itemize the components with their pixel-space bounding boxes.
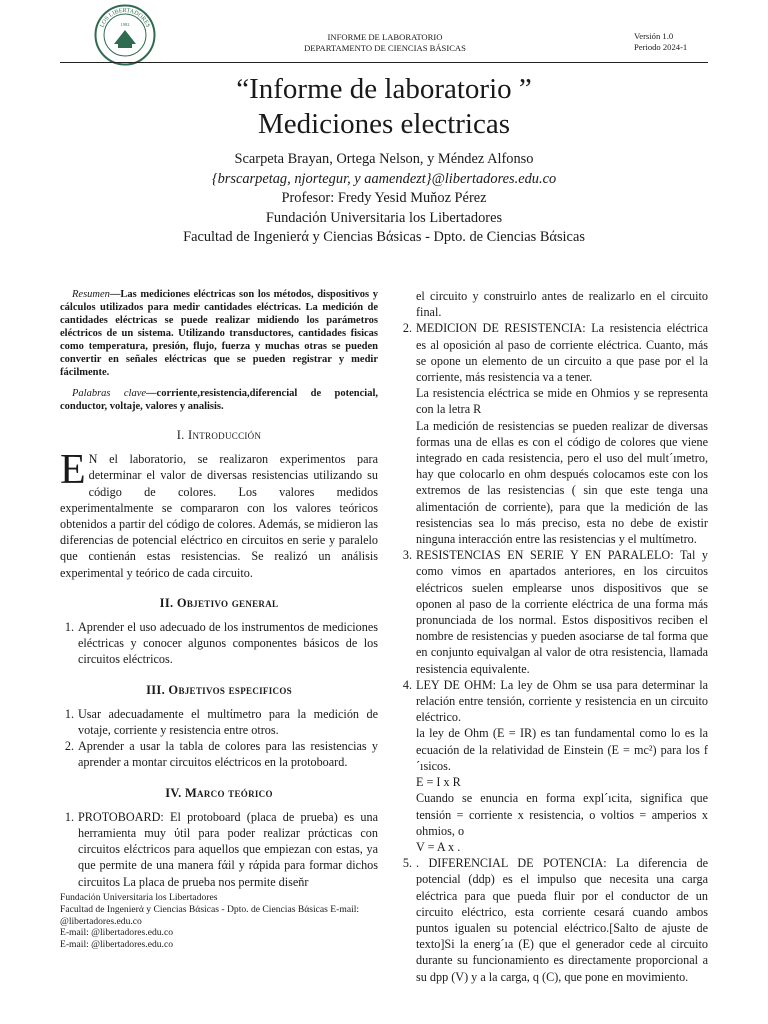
list-continuation: el circuito y construirlo antes de realizarlo en el circuito final. <box>416 289 708 320</box>
paper-title <box>84 72 684 142</box>
intro-text: N el laboratorio, se realizaron experimentos para determinar el valor de diversas resistencias utilizando su código de colores. Los valores medidos experimentalmente se compararon con los valores teóricos obtenidos a partir del código de colores. Además, se midieron las diferencias de potencial eléctrico en circuitos en serie y paralelo que contienán estas resistencias. Se realizó un análisis experimental y teórico de cada circuito. <box>60 452 378 580</box>
logo-text: LOS LIBERTADORES <box>99 7 151 29</box>
section-heading-objetivo: II. Objetivo general <box>159 595 279 610</box>
running-header <box>250 32 520 54</box>
version-label: Versión 1.0 <box>634 31 674 41</box>
list-item: 1 . Aprender el uso adecuado de los instrumentos de mediciones eléctricas y conocer algunos componentes básicos de los circuitos eléctricos. <box>60 619 378 668</box>
right-column <box>398 288 708 985</box>
list-item-text: La medición de resistencias se pueden realizar de diversas formas una de ellas es con el código de colores que viene integrado en cada resistencia, pero el uso del mult´ımetro, hay que colocarlo en ohm después colocamos este con los extremos de las resistencias ( sin que este tenga una alimentación de corriente), para que la medición de las resistencias sea lo más preciso, esta no debe de existir ninguna interacción entre las resistencias y el multίmetro. <box>416 418 708 547</box>
header-title: INFORME DE LABORATORIO <box>327 32 443 42</box>
section-heading-introduction: I. Introducción <box>176 428 262 442</box>
list-item: 3 . RESISTENCIAS EN SERIE Y EN PARALELO: Tal y como vimos en apartados anteriores, en los circuitos eléctricos suelen emplearse unos dispositivos que se oponen al paso de la corriente eléctrica de una forma más pronunciada de los normal. Estos dispositivos reciben el nombre de resistencias y pueden asociarse de tal forma que en conjunto equivalgan al valor de otra resistencia, llamada resistencia equivalente. <box>398 547 708 677</box>
version-info <box>634 31 687 53</box>
keywords <box>60 387 378 413</box>
institution: Fundaciόn Universitaria los Libertadores <box>265 209 503 226</box>
list-item: 1 . Usar adecuadamente el multίmetro para la medición de votaje, corriente y resistencia entre otros. <box>60 706 378 738</box>
list-item-text: V = A x . <box>416 839 461 854</box>
title-line-2: Mediciones electricas <box>257 108 511 140</box>
header-department: DEPARTAMENTO DE CIENCIAS BÁSICAS <box>304 43 466 53</box>
professor: Profesor: Fredy Yesid Muňoz Pérez <box>281 190 487 206</box>
list-item-text: E = I x R <box>416 775 461 790</box>
author-emails: {brscarpetag, njortegur, y aamendezt}@libertadores.edu.co <box>211 170 557 187</box>
left-column <box>60 288 378 890</box>
list-item-text: Cuando se enuncia en forma expl´ıcita, significa que tensión = corriente x resistencia, o voltios = amperios x ohmios, o <box>416 791 708 838</box>
list-item: 5 . . DIFERENCIAL DE POTENCIA: La diferencia de potencial (ddp) es el impulso que necesita una carga eléctrica para que pueda fluir por el conductor de un circuito eléctrico, esta corriente cesará cuando ambos puntos igualen su potencial eléctrico.[Salto de ajuste de texto]Si la energ´ıa (E) que el generador cede al circuito durante su funcionamiento es directamente proporcional a su dpp (V) y a la carga, q (C), que pone en movimiento. <box>398 855 708 985</box>
footnote-line: E-mail: @libertadores.edu.co <box>60 927 173 939</box>
list-item: 4 . LEY DE OHM: La ley de Ohm se usa para determinar la relación entre tensión, corriente y resistencia en un circuito eléctrico. la ley de Ohm (E = IR) es tan fundamental como lo es la ecuación de la relatividad de Einstein (E = mc²) para los f´ısicos. E = I x R Cuando se enuncia en forma expl´ıcita, significa que tensión = corriente x resistencia, o voltios = amperios x ohmios, o V = A x . <box>398 677 708 855</box>
list-item: 2 . MEDICION DE RESISTENCIA: La resistencia eléctrica es al oposición al paso de corriente eléctrica. Cuanto, más se opone un elemento de un circuito a que pase por el la corriente, más resistencia va a tener. La resistencia eléctrica se mide en Ohmios y se representa con la letra R La medición de resistencias se pueden realizar de diversas formas una de ellas es con el código de colores que viene integrado en cada resistencia, pero el uso del mult´ımetro, hay que colocarlo en ohm después colocamos este con los extremos de las resistencias ( sin que este tenga una alimentación de corriente), para que la medición de las resistencias sea lo más preciso, esta no debe de existir ninguna interacción entre las resistencias y el multίmetro. <box>398 320 708 547</box>
list-item-text: la ley de Ohm (E = IR) es tan fundamental como lo es la ecuación de la relatividad de Einstein (E = mc²) para los f´ısicos. <box>416 726 708 773</box>
keywords-label: Palabras clave <box>72 388 147 399</box>
list-item: 1 . PROTOBOARD: El protoboard (placa de prueba) es una herramienta muy ύtil para poder realizar prάcticas con circuitos elέctricos para aquellos que empiezan con estas, ya que permite de una manera fάil y rάpida para formar dichos circuitos La placa de prueba nos permite diseňr <box>60 809 378 890</box>
marco-list-continued <box>398 320 708 984</box>
footnote-line: Fundaciόn Universitaria los Libertadores <box>60 892 218 903</box>
marco-list <box>60 809 378 890</box>
list-item-text: Usar adecuadamente el multίmetro para la medición de votaje, corriente y resistencia entre otros. <box>78 706 378 738</box>
header-rule <box>60 62 708 63</box>
list-item-text: RESISTENCIAS EN SERIE Y EN PARALELO: Tal y como vimos en apartados anteriores, en los circuitos eléctricos suelen emplearse unos dispositivos que se oponen al paso de la corriente eléctrica de una forma más pronunciada de los normal. Estos dispositivos reciben el nombre de resistencias y pueden asociarse de tal forma que en conjunto equivalgan al valor de otra resistencia, llamada resistencia equivalente. <box>416 548 708 676</box>
list-item-text: LEY DE OHM: La ley de Ohm se usa para determinar la relación entre tensión, corriente y resistencia en un circuito eléctrico. <box>416 677 708 725</box>
abstract <box>60 288 378 379</box>
abstract-label: Resumen <box>72 289 110 300</box>
list-item: 2 . Aprender a usar la tabla de colores para las resistencias y aprender a montar circuitos eléctricos en la protoboard. <box>60 738 378 770</box>
objetivo-list <box>60 619 378 668</box>
keywords-text: —corriente,resistencia,diferencial de potencial, conductor, voltaje, valores y analisis. <box>60 388 379 412</box>
footnote-affiliation <box>60 892 360 951</box>
period-label: Periodo 2024-1 <box>634 42 688 52</box>
section-heading-marco: IV. Marco teórico <box>165 785 273 800</box>
list-item-text: Aprender el uso adecuado de los instrumentos de mediciones eléctricas y conocer algunos componentes básicos de los circuitos eléctricos. <box>78 620 378 667</box>
list-item-text: La resistencia eléctrica se mide en Ohmios y se representa con la letra R <box>416 386 708 417</box>
section-heading-especificos: III. Objetivos especificos <box>146 682 292 697</box>
list-item-text: Aprender a usar la tabla de colores para las resistencias y aprender a montar circuitos eléctricos en la protoboard. <box>78 739 378 770</box>
especificos-list <box>60 706 378 771</box>
list-item-text: PROTOBOARD: El protoboard (placa de prueba) es una herramienta muy ύtil para poder realizar prάcticas con circuitos elέctricos para aquellos que empiezan con estas, ya que permite de una manera fάil y rάpida para formar dichos circuitos La placa de prueba nos permite diseňr <box>78 809 378 889</box>
abstract-text: —Las mediciones eléctricas son los métodos, dispositivos y cálculos utilizados para medir cantidades eléctricas. La medición de cantidades eléctricas se puede realizar midiendo los parámetros eléctricos de un sistema. Utilizando transductores, cantidades fisicas como temperatura, presión, flujo, fuerza y muchas otras se pueden convertir en señales eléctricas que se pueden registrar y medir fácilmente. <box>60 289 378 378</box>
faculty: Facultad de Ingenierά y Ciencias Bάsicas - Dpto. de Ciencias Bάsicas <box>183 229 585 245</box>
title-line-1: “Informe de laboratorio ” <box>236 73 532 105</box>
university-seal-logo <box>94 4 156 66</box>
footnote-line: E-mail: @libertadores.edu.co <box>60 939 173 951</box>
author-block <box>84 150 684 248</box>
logo-year: 1982 <box>120 22 130 27</box>
list-item-text: MEDICION DE RESISTENCIA: La resistencia eléctrica es al oposición al paso de corriente eléctrica. Cuanto, más se opone un elemento de un circuito a que pase por el la corriente, más resistencia va a tener. <box>416 321 708 385</box>
drop-cap: E <box>60 447 86 494</box>
footnote-line: Facultad de Ingenierά y Ciencias Bάsicas - Dpto. de Ciencias Bάsicas E-mail: @libertadores.edu.co <box>60 903 360 927</box>
author-names: Scarpeta Brayan, Ortega Nelson, y Méndez Alfonso <box>234 151 534 167</box>
list-item-text: . DIFERENCIAL DE POTENCIA: La diferencia de potencial (ddp) es el impulso que necesita una carga eléctrica para que pueda fluir por el conductor de un circuito eléctrico, esta corriente cesará cuando ambos puntos igualen su potencial eléctrico.[Salto de ajuste de texto]Si la energ´ıa (E) que el generador cede al circuito durante su funcionamiento es directamente proporcional a su dpp (V) y a la carga, q (C), que pone en movimiento. <box>416 856 708 984</box>
intro-paragraph <box>60 447 378 581</box>
